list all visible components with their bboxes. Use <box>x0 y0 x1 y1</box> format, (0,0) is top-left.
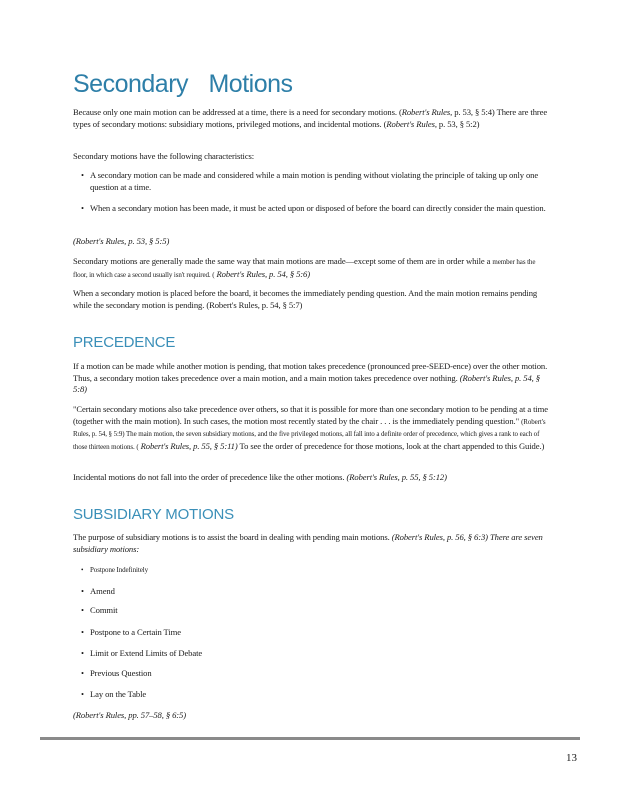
intro-text: Because only one main motion can be addressed at a time, there is a need for secondary motions. <box>73 107 397 117</box>
paragraph-small-text: member has the floor, in which case a second usually isn't required. ( <box>73 258 536 279</box>
paragraph-text: "Certain secondary motions also take precedence over others, so that it is possible for more than one secondary motion to be pending at a time (together with the main motion). In such cases, the motion most recently stated by the chair . . . is the immediately pending question." <box>73 404 548 426</box>
subsidiary-citation: (Robert's Rules, pp. 57–58, § 6:5) <box>73 710 187 720</box>
list-item-text: Limit or Extend Limits of Debate <box>90 648 203 658</box>
paragraph-citation: Robert's Rules, p. 55, § 5:11) <box>140 440 238 451</box>
list-item-text: Postpone Indefinitely <box>90 566 148 574</box>
list-item <box>73 170 551 193</box>
paragraph-small-text: (Robert's Rules, p. 54, § 5:9) The main motion, the seven subsidiary motions, and the five privileged motions, all fall into a definite order of precedence, which gives a rank to each of those thirteen motions. ( <box>73 417 546 451</box>
list-item-text: Amend <box>90 586 115 596</box>
bullet-icon: • <box>81 586 84 596</box>
list-item-text: Lay on the Table <box>90 689 147 699</box>
placed-before-paragraph: When a secondary motion is placed before the board, it becomes the immediately pending question. And the main motion remains pending while the secondary motion is pending. (Robert's Rules, p. 54, § 5:7) <box>73 288 538 310</box>
intro-paragraph: Because only one main motion can be addressed at a time, there is a need for secondary motions. (Robert's Rules, p. 53, § 5:4) There are three types of secondary motions: subsidiary motions, privileged motions, and incidental motions. (Robert's Rules, p. 53, § 5:2) <box>73 107 548 129</box>
list-item-text: A secondary motion can be made and considered while a main motion is pending without violating the principle of taking up only one question at a time. <box>90 170 539 192</box>
intro-citation-2: Robert's Rules <box>386 118 435 129</box>
incidental-paragraph <box>73 472 551 484</box>
list-item <box>73 605 118 616</box>
paragraph-citation: (Robert's Rules, p. 55, § 5:12) <box>346 472 447 482</box>
list-item-text: Postpone to a Certain Time <box>90 627 181 637</box>
paragraph-citation: (Robert's Rules, p. 56, § 6:3) There are seven subsidiary motions: <box>73 532 543 554</box>
list-item-text: Commit <box>90 605 118 615</box>
section-heading-precedence: PRECEDENCE <box>73 334 176 351</box>
list-item-text: When a secondary motion has been made, it must be acted upon or disposed of before the board can directly consider the main question. <box>90 203 546 214</box>
list-item <box>73 627 181 638</box>
intro-citation: Robert's Rules <box>401 107 451 117</box>
paragraph-citation: (Robert's Rules, p. 54, § 5:8) <box>73 372 540 395</box>
intro-reference: , p. 53, § 5:4) There are three types of secondary motions: subsidiary motions, privileged motions, and incidental motions. <box>73 107 548 129</box>
paragraph-text: Incidental motions do not fall into the order of precedence like the other motions. <box>73 472 345 482</box>
paragraph-tail-text: To see the order of precedence for those motions, look at the chart appended to this Guide.) <box>239 440 545 451</box>
bullet-icon: • <box>81 566 84 574</box>
section-heading-subsidiary: SUBSIDIARY MOTIONS <box>73 506 234 523</box>
precedence-paragraph-2 <box>73 404 551 453</box>
list-item <box>73 565 148 576</box>
list-item <box>73 668 152 679</box>
footer-divider <box>40 737 580 740</box>
bullet-icon: • <box>81 668 84 678</box>
citation-block: (Robert's Rules, p. 53, § 5:5) <box>73 236 170 246</box>
paragraph-text: If a motion can be made while another motion is pending, that motion takes precedence (pronounced pree-SEED-ence) over the other motion. Thus, a secondary motion takes precedence over a main motion, and a main motion takes precedence over nothing. <box>73 361 548 383</box>
bullet-icon: • <box>81 203 84 214</box>
page-title: Secondary Motions <box>73 70 293 98</box>
bullet-icon: • <box>81 648 84 658</box>
characteristics-lead: Secondary motions have the following characteristics: <box>73 151 255 161</box>
intro-reference-2: , p. 53, § 5:2) <box>434 118 480 129</box>
list-item <box>73 203 551 215</box>
bullet-icon: • <box>81 170 84 180</box>
page-number: 13 <box>566 752 577 764</box>
paragraph-citation: Robert's Rules, p. 54, § 5:6) <box>216 268 310 279</box>
subsidiary-intro-paragraph <box>73 532 551 555</box>
list-item <box>73 648 202 659</box>
characteristics-list <box>73 170 551 215</box>
made-same-way-paragraph <box>73 256 551 281</box>
list-item <box>73 586 115 597</box>
precedence-paragraph-1 <box>73 361 551 396</box>
bullet-icon: • <box>81 627 84 637</box>
paragraph-text: Secondary motions are generally made the same way that main motions are made—except some of them are in order while a <box>73 256 491 266</box>
list-item-text: Previous Question <box>90 668 152 678</box>
list-item <box>73 689 146 700</box>
bullet-icon: • <box>81 689 84 699</box>
paragraph-text: The purpose of subsidiary motions is to assist the board in dealing with pending main motions. <box>73 532 390 542</box>
bullet-icon: • <box>81 605 84 615</box>
